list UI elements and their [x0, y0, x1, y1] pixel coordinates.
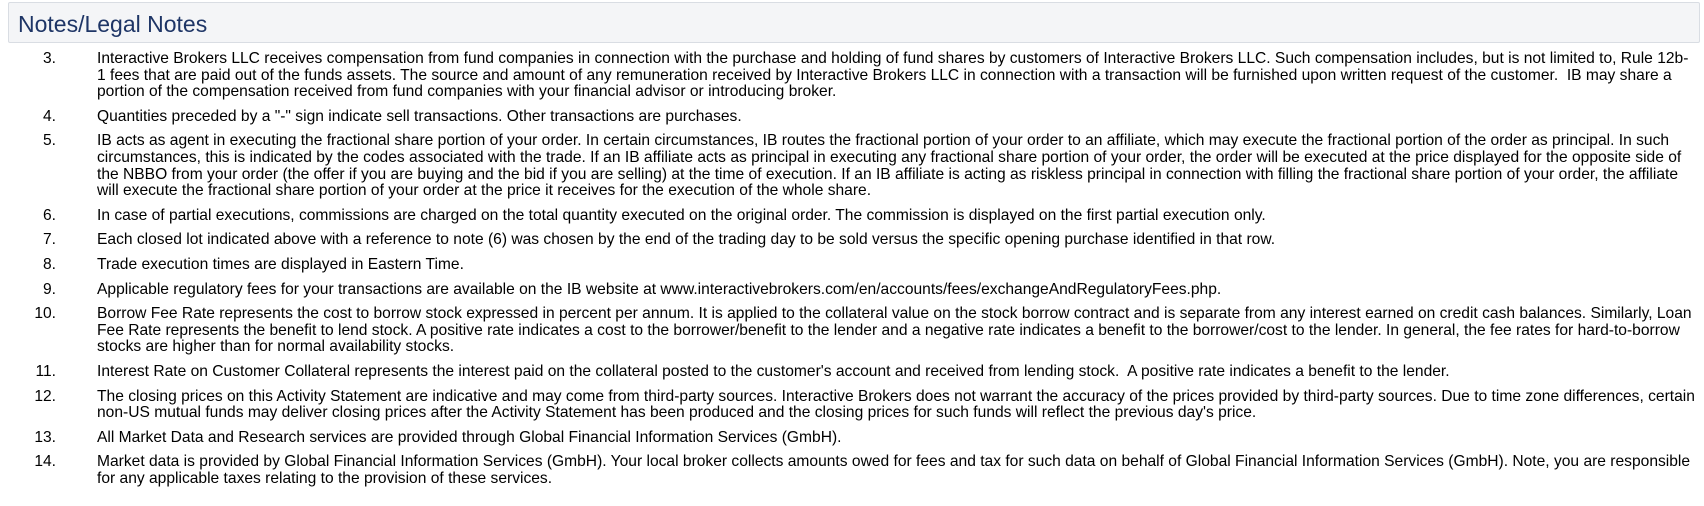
- note-number: 12.: [34, 387, 56, 405]
- note-item: [0, 109, 1704, 126]
- note-text: Interactive Brokers LLC receives compensation from fund companies in connection with the purchase and holding of fund shares by customers of Interactive Brokers LLC. Such compensation includes, but is not limited to, Rule 12b-1 fees that are paid out of the funds assets. The source and amount of any remuneration received by Interactive Brokers LLC in connection with a transaction will be furnished upon written request of the customer. IB may share a portion of the compensation received from fund companies with your financial advisor or introducing broker.: [97, 50, 1689, 101]
- note-item: [0, 282, 1704, 299]
- note-item: [0, 454, 1704, 487]
- note-item: [0, 389, 1704, 422]
- note-text: Market data is provided by Global Financial Information Services (GmbH). Your local broker collects amounts owed for fees and tax for such data on behalf of Global Financial Information Services (GmbH). Note, you are responsible for any applicable taxes relating to the provision of these services.: [97, 453, 1695, 487]
- note-number: 5.: [42, 132, 56, 150]
- note-text: In case of partial executions, commissions are charged on the total quantity executed on the original order. The commission is displayed on the first partial execution only.: [97, 206, 1266, 224]
- note-item: [0, 208, 1704, 225]
- section-header: [8, 2, 1700, 43]
- section-title: Notes/Legal Notes: [18, 11, 208, 37]
- note-text: Trade execution times are displayed in Eastern Time.: [97, 255, 464, 273]
- note-number: 7.: [42, 231, 56, 249]
- note-text: Borrow Fee Rate represents the cost to borrow stock expressed in percent per annum. It is applied to the collateral value on the stock borrow contract and is separate from any interest earned on credit cash balances. Similarly, Loan Fee Rate represents the benefit to lend stock. A positive rate indicates a cost to the borrower/benefit to the lender and a negative rate indicates a benefit to the borrower/cost to the lender. In general, the fee rates for hard-to-borrow stocks are higher than for normal availability stocks.: [97, 305, 1696, 356]
- note-number: 13.: [34, 428, 56, 446]
- note-item: [0, 306, 1704, 356]
- note-text: IB acts as agent in executing the fractional share portion of your order. In certain circumstances, IB routes the fractional portion of your order to an affiliate, which may execute the fractional portion of the order as principal. In such circumstances, this is indicated by the codes associated with the trade. If an IB affiliate acts as principal in executing any fractional share portion of your order, the order will be executed at the price displayed for the opposite side of the NBBO from your order (the offer if you are buying and the bid if you are selling) at the time of execution. If an IB affiliate is acting as riskless principal in connection with filling the fractional share portion of your order, the affiliate will execute the fractional share portion of your order at the price it receives for the execution of the whole share.: [97, 132, 1686, 200]
- note-text: Quantities preceded by a "-" sign indicate sell transactions. Other transactions are purchases.: [97, 107, 742, 125]
- note-text: All Market Data and Research services are provided through Global Financial Information Services (GmbH).: [97, 428, 842, 446]
- notes-list: [0, 51, 1704, 495]
- note-number: 9.: [42, 280, 56, 298]
- note-item: [0, 257, 1704, 274]
- note-number: 6.: [42, 206, 56, 224]
- note-item: [0, 133, 1704, 199]
- note-item: [0, 430, 1704, 447]
- note-number: 10.: [34, 305, 56, 323]
- note-item: [0, 51, 1704, 101]
- note-number: 4.: [42, 107, 56, 125]
- note-text: Each closed lot indicated above with a reference to note (6) was chosen by the end of the trading day to be sold versus the specific opening purchase identified in that row.: [97, 231, 1276, 249]
- note-text: Interest Rate on Customer Collateral represents the interest paid on the collateral posted to the customer's account and received from lending stock. A positive rate indicates a benefit to the lender.: [97, 362, 1450, 380]
- note-item: [0, 364, 1704, 381]
- note-text: Applicable regulatory fees for your transactions are available on the IB website at www.interactivebrokers.com/en/accounts/fees/exchangeAndRegulatoryFees.php.: [97, 280, 1222, 298]
- note-number: 14.: [34, 453, 56, 471]
- note-item: [0, 232, 1704, 249]
- note-text: The closing prices on this Activity Statement are indicative and may come from third-party sources. Interactive Brokers does not warrant the accuracy of the prices provided by third-party sources. Due to time zone differences, certain non-US mutual funds may deliver closing prices after the Activity Statement has been produced and the closing prices for such funds will reflect the previous day's price.: [97, 387, 1700, 422]
- note-number: 8.: [42, 255, 56, 273]
- note-number: 3.: [42, 50, 56, 67]
- note-number: 11.: [35, 362, 56, 380]
